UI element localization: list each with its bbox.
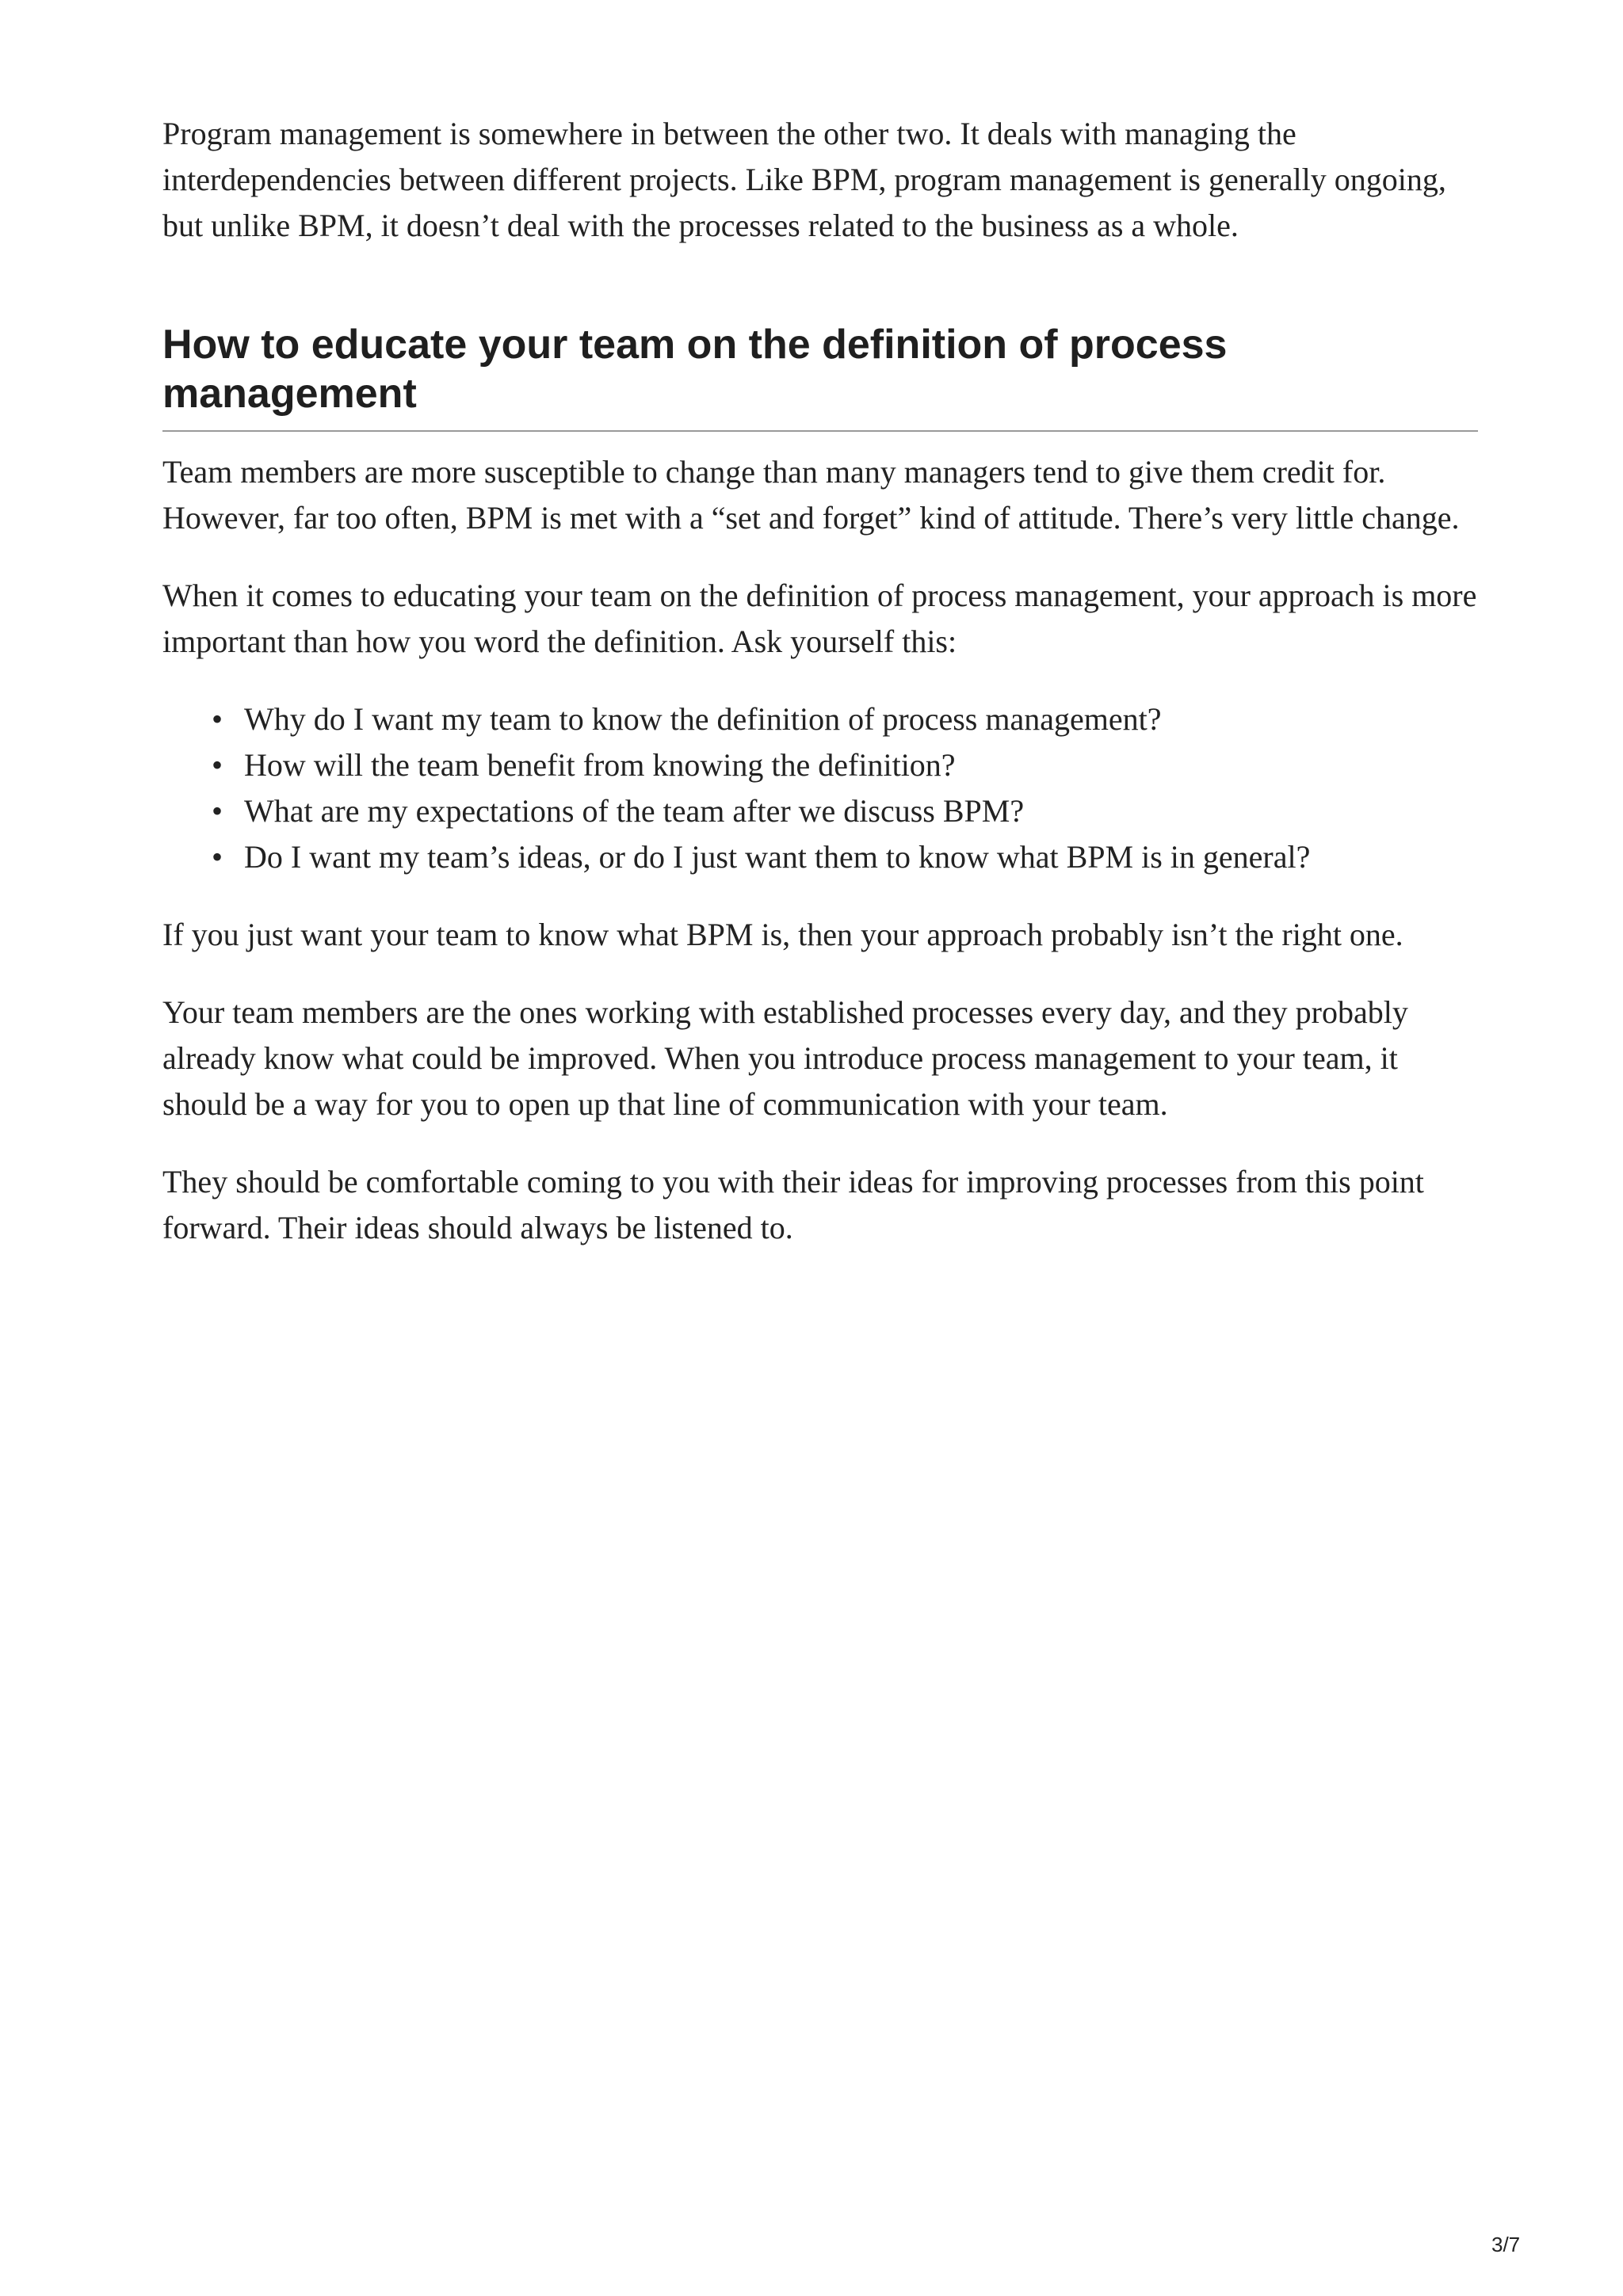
list-item-text: What are my expectations of the team after we discuss BPM?: [244, 793, 1025, 829]
document-page: [162, 111, 1478, 1251]
section-paragraph-5: They should be comfortable coming to you with their ideas for improving processes from this point forward. Their ideas should always be listened to.: [162, 1164, 1424, 1245]
list-item-text: Do I want my team’s ideas, or do I just want them to know what BPM is in general?: [244, 839, 1311, 875]
list-item-text: How will the team benefit from knowing the definition?: [244, 747, 956, 783]
list-item: [162, 742, 1478, 788]
bullet-icon: •: [212, 839, 223, 875]
section-paragraph-2: When it comes to educating your team on the definition of process management, your approach is more important than how you word the definition. Ask yourself this:: [162, 578, 1477, 659]
section-paragraph-4: Your team members are the ones working with established processes every day, and they probably already know what could be improved. When you introduce process management to your team, it should be a way for you to open up that line of communication with your team.: [162, 994, 1408, 1122]
bullet-icon: •: [212, 701, 223, 737]
list-item: [162, 788, 1478, 834]
page-number: 3/7: [1491, 2233, 1521, 2256]
list-item-text: Why do I want my team to know the definition of process management?: [244, 701, 1162, 737]
bullet-icon: •: [212, 747, 223, 783]
list-item: [162, 834, 1478, 880]
bullet-icon: •: [212, 793, 223, 829]
list-item: [162, 696, 1478, 742]
section-paragraph-3: If you just want your team to know what BPM is, then your approach probably isn’t the right one.: [162, 917, 1403, 952]
intro-paragraph: Program management is somewhere in between the other two. It deals with managing the interdependencies between different projects. Like BPM, program management is generally ongoing, but unlike BPM, it doesn’t deal with the processes related to the business as a whole.: [162, 116, 1446, 243]
question-list: [162, 696, 1478, 880]
section-paragraph-1: Team members are more susceptible to change than many managers tend to give them credit for. However, far too often, BPM is met with a “set and forget” kind of attitude. There’s very little change.: [162, 454, 1460, 536]
section-heading: How to educate your team on the definition of process management: [162, 320, 1478, 432]
